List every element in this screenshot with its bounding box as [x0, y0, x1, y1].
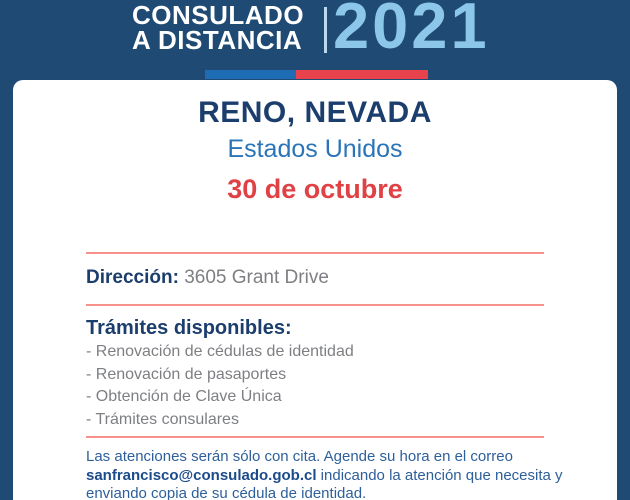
note-line3: enviando copia de su cédula de identidad.: [86, 485, 367, 500]
program-title-line2: A DISTANCIA: [132, 25, 303, 55]
service-item: - Trámites consulares: [86, 410, 239, 428]
city-title: RENO, NEVADA: [198, 96, 432, 129]
year-label: 2021: [333, 0, 490, 62]
country-subtitle: Estados Unidos: [227, 135, 403, 163]
divider-middle: [86, 304, 544, 306]
event-date: 30 de octubre: [227, 174, 403, 204]
note-line2: indicando la atención que necesita y: [316, 466, 563, 484]
services-list: [86, 341, 354, 431]
flag-blue-segment: [205, 70, 296, 79]
note-line1: Las atenciones serán sólo con cita. Agende su hora en el correo: [86, 448, 513, 465]
address-label: Dirección:: [86, 267, 179, 288]
services-title: Trámites disponibles:: [86, 317, 292, 339]
service-item: - Renovación de cédulas de identidad: [86, 343, 354, 360]
program-title: [132, 0, 305, 55]
flag-bar: [205, 70, 428, 79]
event-card: [13, 80, 617, 500]
title-year-divider: [324, 7, 327, 53]
address-row: [86, 266, 329, 290]
contact-email: sanfrancisco@consulado.gob.cl: [86, 466, 317, 484]
program-title-line1: CONSULADO: [132, 0, 305, 30]
divider-top: [86, 252, 544, 254]
service-item: - Obtención de Clave Única: [86, 388, 282, 405]
address-value: 3605 Grant Drive: [184, 267, 329, 288]
service-item: - Renovación de pasaportes: [86, 365, 287, 383]
flag-red-segment: [296, 70, 428, 79]
divider-bottom: [86, 436, 544, 438]
appointment-note: [86, 448, 563, 500]
